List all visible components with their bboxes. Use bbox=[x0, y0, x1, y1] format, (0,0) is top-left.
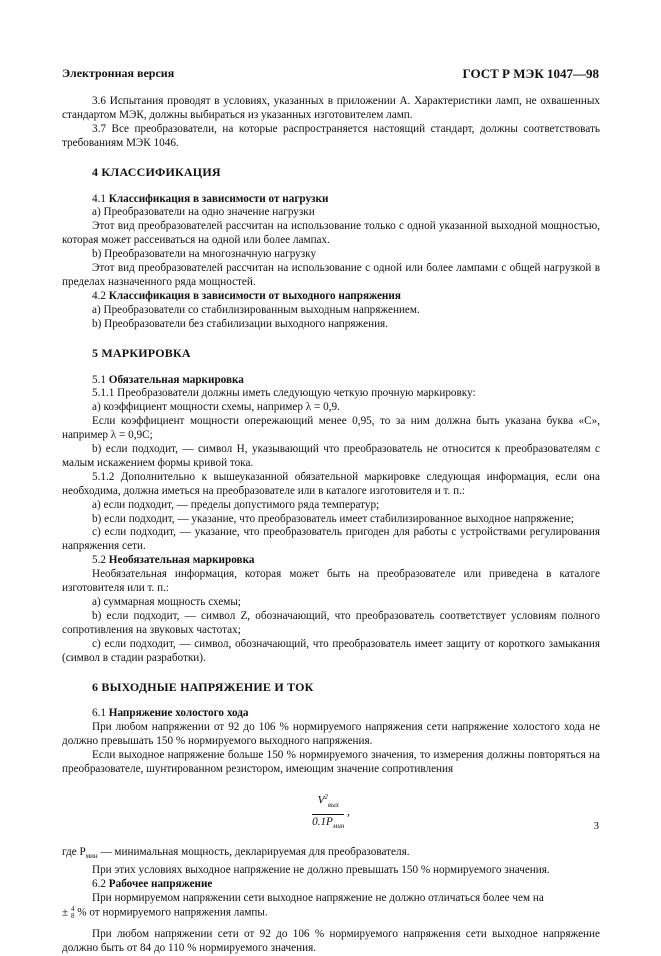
formula-fraction bbox=[312, 791, 344, 834]
tolerance-line: ± 4 8 % от нормируемого напряжения лампы. bbox=[62, 904, 268, 920]
formula-comma: , bbox=[347, 806, 350, 819]
section-6-heading: 6 ВЫХОДНЫЕ НАПРЯЖЕНИЕ И ТОК bbox=[92, 679, 314, 694]
item-5-1-2-a: а) если подходит, — пределы допустимого ряда температур; bbox=[92, 498, 380, 511]
section-4-heading: 4 КЛАССИФИКАЦИЯ bbox=[92, 164, 221, 179]
item-5-1-2-b: b) если подходит, — указание, что преобразователь имеет стабилизированное выходное напряжение; bbox=[92, 512, 574, 525]
subsection-5-1-heading bbox=[62, 374, 600, 388]
section-5-heading: 5 МАРКИРОВКА bbox=[92, 345, 191, 360]
header-standard-number: ГОСТ Р МЭК 1047—98 bbox=[462, 66, 599, 81]
text-4-1-a: Этот вид преобразователей рассчитан на использование только с одной указанной выходной мощностью, которая может рассеиваться на одной или более лампах. bbox=[62, 220, 600, 247]
tolerance-fraction: 4 8 bbox=[70, 904, 75, 920]
text-6-1-p2: Если выходное напряжение больше 150 % нормируемого значения, то измерения должны повторяться на преобразователе, шунтированном резистором, имеющим значение сопротивления bbox=[62, 749, 600, 776]
subsection-number: 6.1 bbox=[92, 707, 106, 720]
clause-5-1-2: 5.1.2 Дополнительно к вышеуказанной обязательной маркировке следующая информация, если она необходима, должна иметься на преобразователе или в каталоге изготовителя и т. п.: bbox=[62, 470, 600, 497]
formula-definition: где $P_{мин}$ — минимальная мощность, декларируемая для преобразователя. bbox=[62, 845, 410, 861]
text-6-2-p1: При нормируемом напряжении сети выходное напряжение не должно отличаться более чем на bbox=[92, 891, 544, 904]
item-4-1-b: b) Преобразователи на многозначную нагрузку bbox=[92, 248, 317, 261]
subsection-4-2-heading bbox=[62, 290, 600, 304]
paragraph-3-7: 3.7 Все преобразователи, на которые распространяется настоящий стандарт, должны соответствовать требованиям МЭК 1046. bbox=[62, 122, 600, 149]
subsection-number: 5.2 bbox=[92, 554, 106, 567]
subsection-number: 4.1 bbox=[92, 192, 106, 205]
subsection-title: Рабочее напряжение bbox=[108, 878, 213, 891]
subsection-title: Классификация в зависимости от нагрузки bbox=[108, 192, 329, 205]
item-5-2-b: b) если подходит, — символ Z, обозначающий, что преобразователь соответствует условиям полного сопротивления на звуковых частотах; bbox=[62, 609, 600, 636]
subsection-title: Напряжение холостого хода bbox=[108, 707, 249, 720]
text-6-1-p1: При любом напряжении от 92 до 106 % нормируемого напряжения сети напряжение холостого хода не должно превышать 150 % нормируемого выходного напряжения. bbox=[62, 721, 600, 748]
subsection-title: Необязательная маркировка bbox=[108, 554, 255, 567]
formula-numerator: $V^2_{вых}$ bbox=[312, 791, 344, 815]
resistance-formula bbox=[62, 791, 600, 834]
subsection-5-2-heading bbox=[62, 554, 600, 568]
text-5-2: Необязательная информация, которая может быть на преобразователе или приведена в каталоге изготовителя или т. п.: bbox=[62, 568, 600, 595]
text-6-2-p2: При любом напряжении сети от 92 до 106 % нормируемого напряжения сети выходное напряжение должно быть от 84 до 110 % нормируемого значения. bbox=[62, 928, 600, 955]
subsection-title: Классификация в зависимости от выходного напряжения bbox=[108, 289, 401, 302]
page-header bbox=[62, 66, 599, 84]
page-number: 3 bbox=[593, 820, 599, 832]
text-6-1-p3: При этих условиях выходное напряжение не должно превышать 150 % нормируемого значения. bbox=[92, 864, 550, 877]
text-5-1-1-a: Если коэффициент мощности опережающий менее 0,95, то за ним должна быть указана буква «С», например λ = 0,9С; bbox=[62, 415, 600, 442]
subsection-title: Обязательная маркировка bbox=[108, 373, 244, 386]
item-5-2-c: с) если подходит, — символ, обозначающий, что преобразователь имеет защиту от короткого замыкания (символ в стадии разработки). bbox=[62, 637, 600, 664]
subsection-6-2-heading bbox=[62, 878, 600, 892]
formula-denominator: $0.1P_{мин}$ bbox=[312, 815, 345, 831]
subsection-6-1-heading bbox=[62, 707, 600, 721]
item-4-2-a: а) Преобразователи со стабилизированным выходным напряжением. bbox=[92, 303, 420, 316]
item-4-1-a: а) Преобразователи на одно значение нагрузки bbox=[92, 206, 315, 219]
document-body bbox=[62, 95, 600, 956]
subsection-number: 4.2 bbox=[92, 289, 106, 302]
item-5-1-2-c: с) если подходит, — указание, что преобразователь пригоден для работы с устройствами регулирования напряжения сети. bbox=[62, 526, 600, 553]
subsection-number: 5.1 bbox=[92, 373, 106, 386]
item-5-2-a: а) суммарная мощность схемы; bbox=[92, 596, 241, 608]
subsection-number: 6.2 bbox=[92, 878, 106, 891]
subsection-4-1-heading bbox=[62, 193, 600, 207]
paragraph-3-6: 3.6 Испытания проводят в условиях, указанных в приложении А. Характеристики ламп, не охвашенных стандартом МЭК, должны выбираться из указанных изготовителем ламп. bbox=[62, 95, 600, 121]
item-5-1-1-a: а) коэффициент мощности схемы, например λ = 0,9. bbox=[92, 401, 340, 414]
item-4-2-b: b) Преобразователи без стабилизации выходного напряжения. bbox=[92, 317, 388, 330]
item-5-1-1-b: b) если подходит, — символ H, указывающий что преобразователь не относится к преобразователям с малым искажением формы кривой тока. bbox=[62, 443, 600, 469]
text-4-1-b: Этот вид преобразователей рассчитан на использование с одной или более лампами с общей нагрузкой в пределах назначенного ряда мощностей. bbox=[62, 262, 600, 288]
header-edition-label: Электронная версия bbox=[62, 66, 175, 80]
clause-5-1-1: 5.1.1 Преобразователи должны иметь следующую четкую прочную маркировку: bbox=[92, 387, 476, 400]
